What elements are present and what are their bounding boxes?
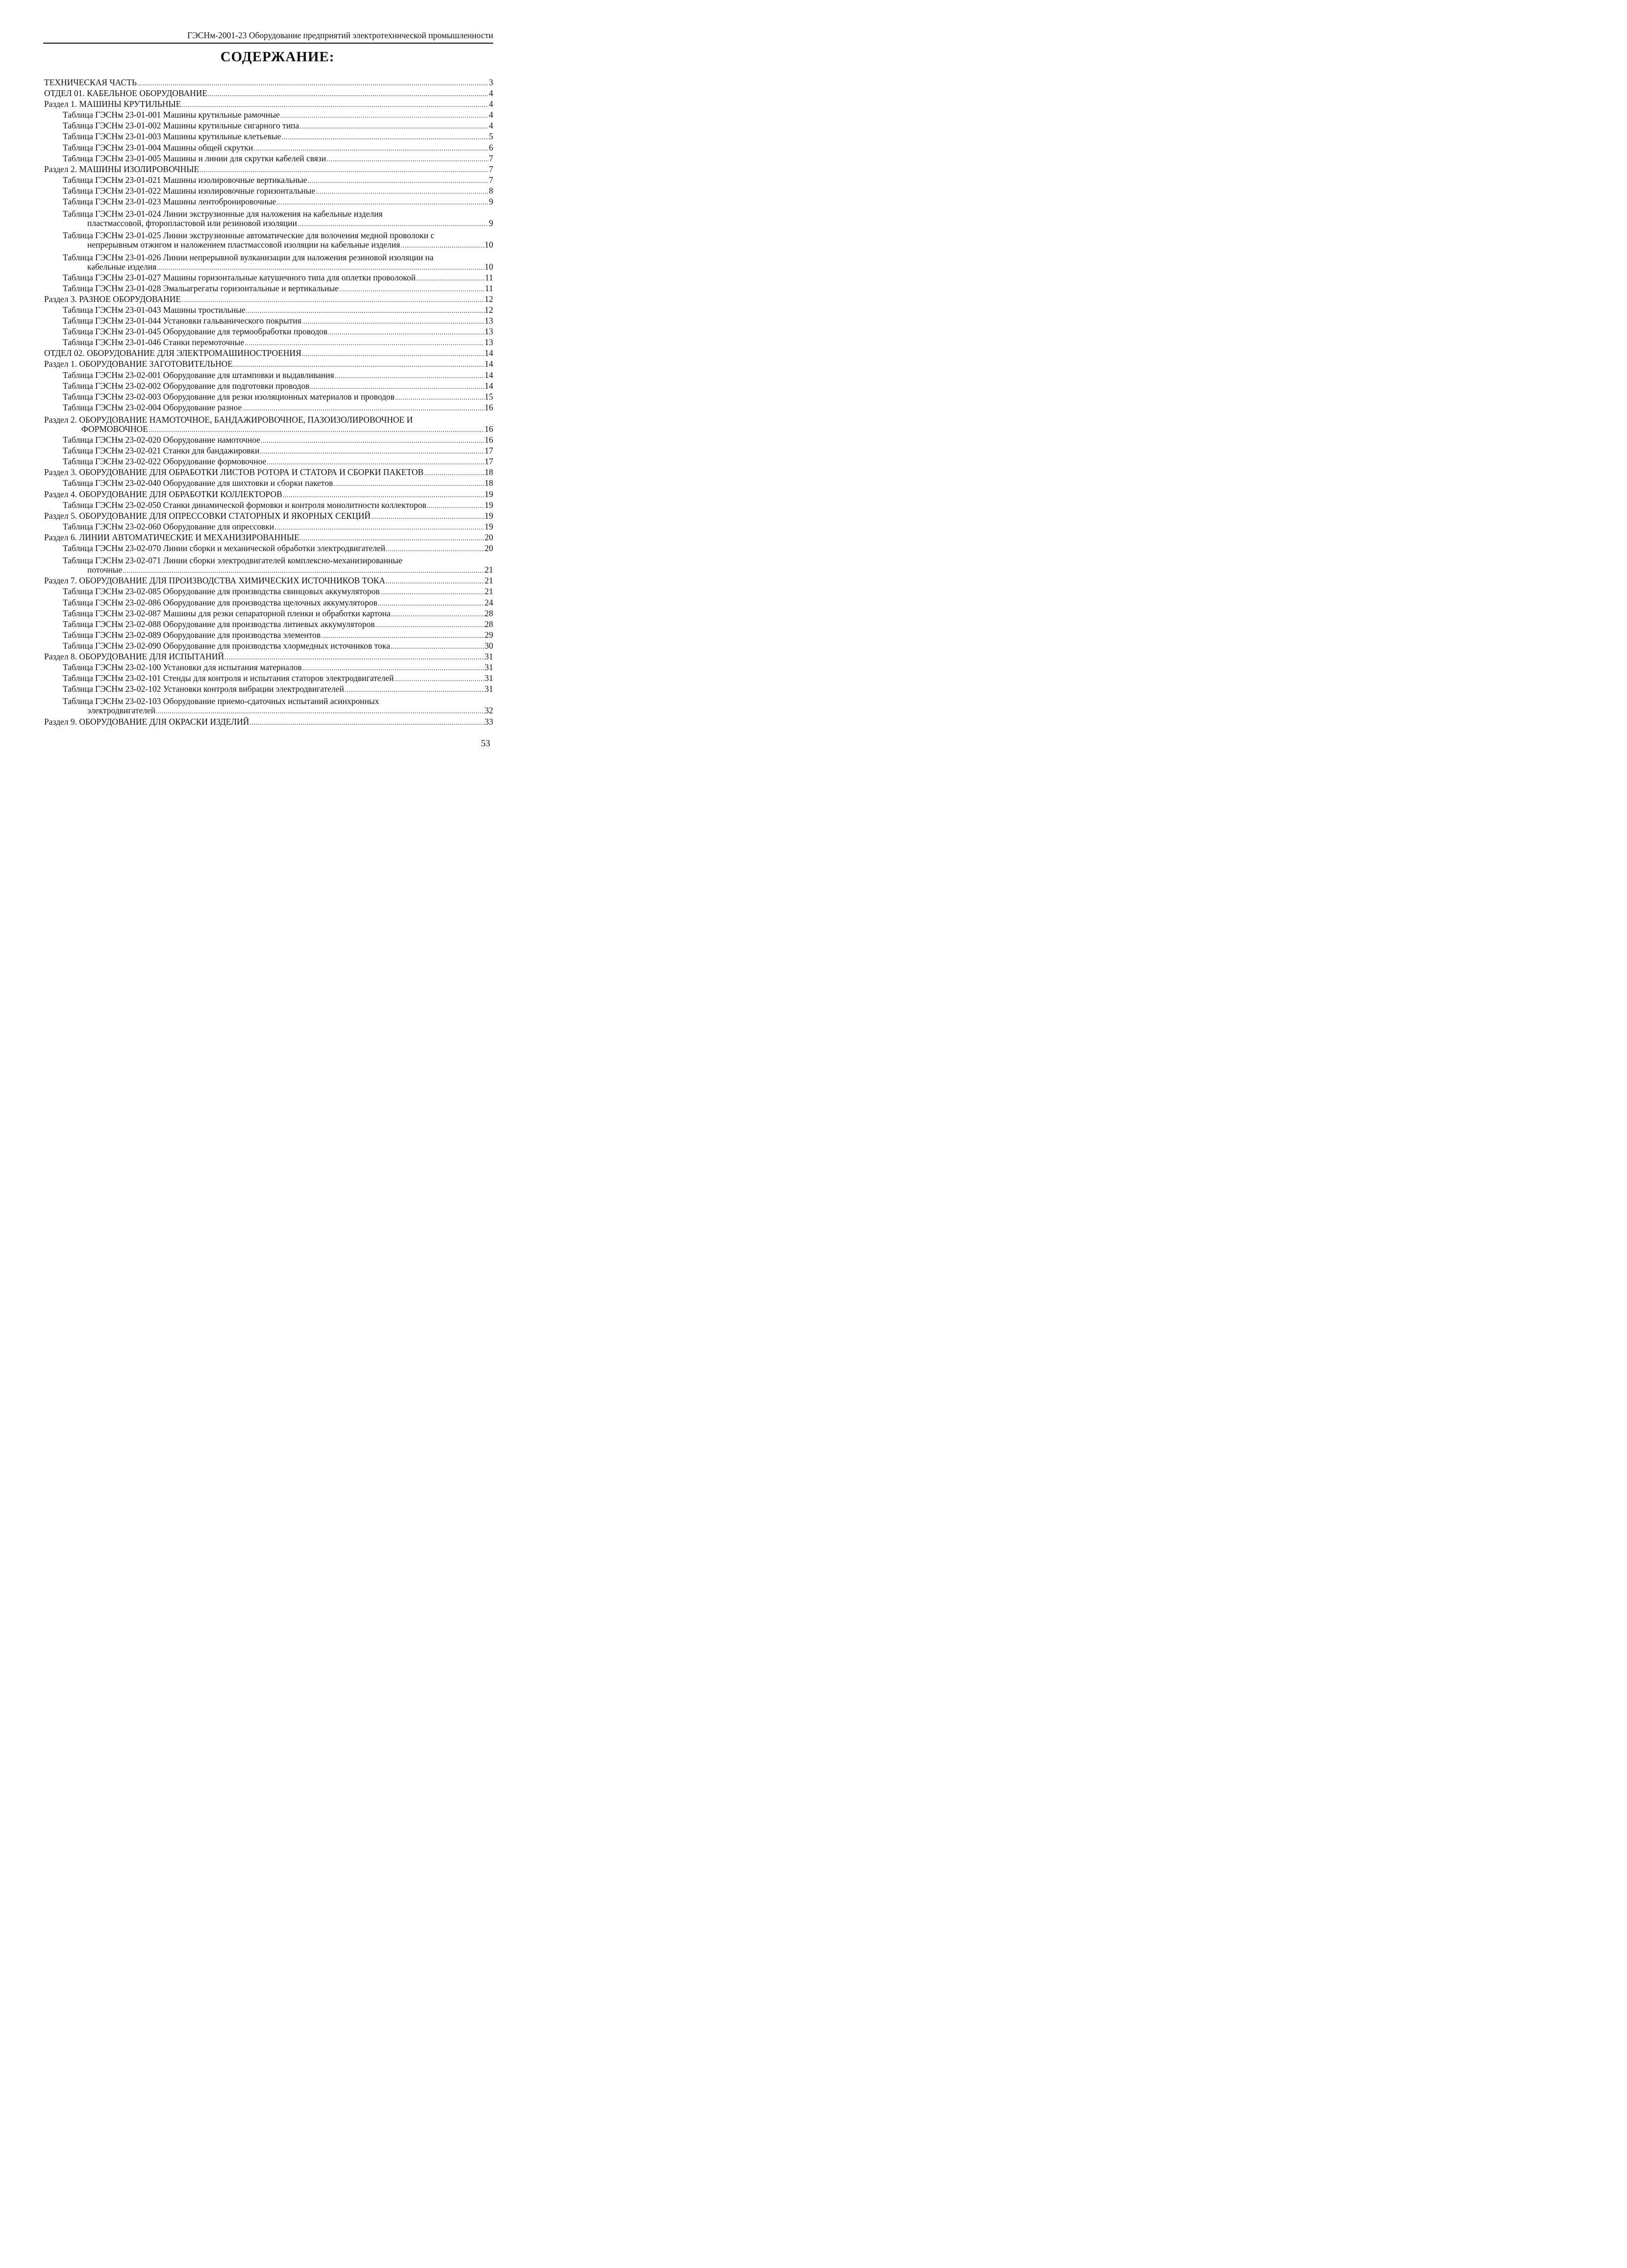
toc-entry-page: 32	[484, 706, 493, 716]
toc-entry-title: Таблица ГЭСНм 23-01-002 Машины крутильные сигарного типа	[63, 121, 300, 131]
toc-entry-page: 31	[484, 651, 493, 661]
toc-entry-page: 29	[484, 630, 493, 640]
toc-entry-title: Таблица ГЭСНм 23-01-004 Машины общей скрутки	[63, 142, 253, 152]
toc-entry-title: Таблица ГЭСНм 23-02-004 Оборудование разное	[63, 402, 242, 412]
dot-leader	[250, 718, 484, 729]
toc-entry-page: 21	[484, 576, 493, 586]
toc-entry-title: ОТДЕЛ 01. КАБЕЛЬНОЕ ОБОРУДОВАНИЕ	[44, 88, 208, 99]
toc-entry-title: Таблица ГЭСНм 23-02-101 Стенды для контроля и испытания статоров электродвигателей	[63, 673, 394, 683]
toc-entry[interactable]	[0, 414, 555, 436]
toc-entry-title-line: Таблица ГЭСНм 23-01-026 Линии непрерывной вулканизации для наложения резиновой изоляции на	[63, 252, 434, 262]
toc-entry-line	[63, 196, 493, 208]
toc-entry-title: Таблица ГЭСНм 23-02-001 Оборудование для штамповки и выдавливания	[63, 370, 334, 380]
toc-entry-title: ТЕХНИЧЕСКАЯ ЧАСТЬ	[44, 77, 137, 87]
toc-entry-line	[63, 402, 493, 414]
toc-entry-line	[63, 543, 493, 555]
toc-entry[interactable]	[0, 685, 555, 696]
toc-entry-title: ОТДЕЛ 02. ОБОРУДОВАНИЕ ДЛЯ ЭЛЕКТРОМАШИНОСТРОЕНИЯ	[44, 348, 301, 358]
toc-entry-title: Таблица ГЭСНм 23-01-044 Установки гальванического покрытия	[63, 316, 301, 326]
toc-entry-page: 13	[484, 337, 493, 348]
toc-entry-title: кабельные изделия	[87, 261, 157, 272]
toc-entry-page: 11	[485, 272, 493, 282]
toc-entry-page: 31	[484, 673, 493, 683]
toc-entry[interactable]	[0, 555, 555, 577]
toc-entry-title: Раздел 2. МАШИНЫ ИЗОЛИРОВОЧНЫЕ	[44, 164, 200, 174]
toc-entry-title: Таблица ГЭСНм 23-02-100 Установки для испытания материалов	[63, 662, 302, 673]
toc-entry-page: 16	[484, 424, 493, 434]
toc-entry-title: Таблица ГЭСНм 23-01-028 Эмальагрегаты горизонтальные и вертикальные	[63, 283, 339, 293]
toc-entry-title: Раздел 1. МАШИНЫ КРУТИЛЬНЫЕ	[44, 99, 181, 109]
toc-entry-page: 31	[484, 662, 493, 673]
toc-entry-title: поточные	[87, 565, 123, 575]
toc-entry-page: 14	[484, 348, 493, 358]
toc-entry-page: 21	[484, 565, 493, 575]
toc-entry-page: 12	[484, 304, 493, 315]
toc-entry-title: Таблица ГЭСНм 23-02-085 Оборудование для производства свинцовых аккумуляторов	[63, 586, 380, 597]
toc-entry-page: 28	[484, 619, 493, 629]
toc-entry[interactable]	[0, 208, 555, 230]
toc-entry-title: Таблица ГЭСНм 23-01-003 Машины крутильные клетьевые	[63, 131, 281, 142]
toc-entry-page: 28	[484, 608, 493, 618]
toc-entry-page: 21	[484, 586, 493, 597]
toc-entry-title: Таблица ГЭСНм 23-01-045 Оборудование для термообработки проводов	[63, 327, 328, 337]
toc-entry-page: 10	[484, 261, 493, 272]
toc-entry-page: 19	[484, 510, 493, 521]
toc-entry-page: 7	[489, 164, 493, 174]
toc-entry-page: 24	[484, 597, 493, 607]
toc-entry-page: 30	[484, 640, 493, 651]
toc-entry-page: 9	[489, 197, 493, 207]
toc-entry-page: 31	[484, 684, 493, 694]
toc-entry-title: Таблица ГЭСНм 23-02-090 Оборудование для производства хлормедных источников тока	[63, 640, 390, 651]
toc-entry-page: 11	[485, 283, 493, 293]
toc-entry-title-line: Раздел 2. ОБОРУДОВАНИЕ НАМОТОЧНОЕ, БАНДАЖИРОВОЧНОЕ, ПАЗОИЗОЛИРОВОЧНОЕ И	[44, 414, 413, 425]
toc-entry-page: 7	[489, 175, 493, 185]
toc-entry-title: Таблица ГЭСНм 23-02-070 Линии сборки и механической обработки электродвигателей	[63, 543, 385, 554]
toc-entry-page: 19	[484, 500, 493, 510]
toc-entry-title: Таблица ГЭСНм 23-02-089 Оборудование для производства элементов	[63, 630, 321, 640]
toc-entry-title: Раздел 3. ОБОРУДОВАНИЕ ДЛЯ ОБРАБОТКИ ЛИСТОВ РОТОРА И СТАТОРА И СБОРКИ ПАКЕТОВ	[44, 467, 424, 478]
toc-entry-title: Таблица ГЭСНм 23-01-021 Машины изолировочные вертикальные	[63, 175, 307, 185]
toc-entry-title: Таблица ГЭСНм 23-01-043 Машины тростильные	[63, 304, 246, 315]
toc-entry[interactable]	[0, 198, 555, 208]
toc-entry-title-line: Таблица ГЭСНм 23-02-071 Линии сборки электродвигателей комплексно-механизированные	[63, 555, 402, 566]
header-rule	[43, 43, 493, 44]
toc-entry-title: Таблица ГЭСНм 23-02-087 Машины для резки сепараторной пленки и обработки картона	[63, 608, 391, 618]
toc-entry[interactable]	[0, 544, 555, 555]
toc-entry-page: 16	[484, 435, 493, 445]
toc-entry-page: 16	[484, 402, 493, 412]
table-of-contents	[0, 78, 555, 729]
toc-entry-page: 14	[484, 380, 493, 391]
toc-entry-page: 17	[484, 446, 493, 456]
toc-entry-title: Таблица ГЭСНм 23-01-005 Машины и линии для скрутки кабелей связи	[63, 153, 326, 163]
toc-entry-page: 19	[484, 521, 493, 531]
toc-entry-title: Таблица ГЭСНм 23-02-102 Установки контроля вибрации электродвигателей	[63, 684, 344, 694]
toc-entry-title: Таблица ГЭСНм 23-02-088 Оборудование для производства литиевых аккумуляторов	[63, 619, 375, 629]
toc-entry-page: 14	[484, 359, 493, 369]
toc-entry-title: Раздел 7. ОБОРУДОВАНИЕ ДЛЯ ПРОИЗВОДСТВА ХИМИЧЕСКИХ ИСТОЧНИКОВ ТОКА	[44, 576, 385, 586]
toc-entry-title: Раздел 5. ОБОРУДОВАНИЕ ДЛЯ ОПРЕССОВКИ СТАТОРНЫХ И ЯКОРНЫХ СЕКЦИЙ	[44, 510, 371, 521]
toc-entry-page: 14	[484, 370, 493, 380]
toc-entry-page: 3	[489, 77, 493, 87]
toc-entry-title: электродвигателей	[87, 706, 156, 716]
toc-entry-page: 4	[489, 99, 493, 109]
toc-entry-line	[87, 239, 493, 252]
toc-entry-title: Раздел 9. ОБОРУДОВАНИЕ ДЛЯ ОКРАСКИ ИЗДЕЛИЙ	[44, 716, 250, 727]
toc-entry-title: непрерывным отжигом и наложением пластмассовой изоляции на кабельные изделия	[87, 240, 400, 250]
page-title: СОДЕРЖАНИЕ:	[220, 49, 335, 65]
toc-entry-title: Таблица ГЭСНм 23-02-021 Станки для бандажировки	[63, 446, 260, 456]
toc-entry-title: Таблица ГЭСНм 23-02-003 Оборудование для резки изоляционных материалов и проводов	[63, 391, 395, 402]
toc-entry-page: 6	[489, 142, 493, 152]
toc-entry-title: Таблица ГЭСНм 23-02-022 Оборудование формовочное	[63, 456, 267, 467]
toc-entry-title: Раздел 8. ОБОРУДОВАНИЕ ДЛЯ ИСПЫТАНИЙ	[44, 651, 225, 661]
toc-entry-title: Раздел 3. РАЗНОЕ ОБОРУДОВАНИЕ	[44, 294, 181, 304]
toc-entry-title: Раздел 4. ОБОРУДОВАНИЕ ДЛЯ ОБРАБОТКИ КОЛЛЕКТОРОВ	[44, 489, 282, 499]
running-header: ГЭСНм-2001-23 Оборудование предприятий электротехнической промышленности	[187, 30, 493, 40]
toc-entry-title: Таблица ГЭСНм 23-02-020 Оборудование намоточное	[63, 435, 260, 445]
toc-entry[interactable]	[0, 252, 555, 274]
toc-entry-line	[87, 218, 493, 230]
toc-entry-page: 18	[484, 467, 493, 478]
toc-entry-page: 4	[489, 110, 493, 120]
dot-leader	[400, 241, 484, 252]
toc-entry-title: пластмассовой, фторопластовой или резиновой изоляции	[87, 218, 297, 228]
toc-entry-title-line: Таблица ГЭСНм 23-01-025 Линии экструзионные автоматические для волочения медной проволоки с	[63, 230, 435, 241]
toc-entry-title: Таблица ГЭСНм 23-01-022 Машины изолировочные горизонтальные	[63, 185, 316, 196]
toc-entry-title: Раздел 1. ОБОРУДОВАНИЕ ЗАГОТОВИТЕЛЬНОЕ	[44, 359, 233, 369]
toc-entry[interactable]	[0, 230, 555, 252]
toc-entry-page: 13	[484, 327, 493, 337]
toc-entry-page: 20	[484, 532, 493, 542]
toc-entry-title: Таблица ГЭСНм 23-02-050 Станки динамической формовки и контроля монолитности коллекторов	[63, 500, 426, 510]
toc-entry-title: Таблица ГЭСНм 23-01-001 Машины крутильные рамочные	[63, 110, 280, 120]
toc-entry-line	[44, 716, 493, 729]
toc-entry-title: Таблица ГЭСНм 23-02-040 Оборудование для шихтовки и сборки пакетов	[63, 478, 333, 488]
toc-entry-page: 33	[484, 716, 493, 727]
toc-entry-title: ФОРМОВОЧНОЕ	[81, 424, 148, 434]
toc-entry-page: 12	[484, 294, 493, 304]
dot-leader	[386, 544, 484, 555]
toc-entry-page: 7	[489, 153, 493, 163]
toc-entry-title: Таблица ГЭСНм 23-02-060 Оборудование для опрессовки	[63, 521, 275, 531]
toc-entry-title: Таблица ГЭСНм 23-01-046 Станки перемоточные	[63, 337, 245, 348]
toc-entry[interactable]	[0, 718, 555, 729]
toc-entry-page: 18	[484, 478, 493, 488]
toc-entry-title: Таблица ГЭСНм 23-02-086 Оборудование для производства щелочных аккумуляторов	[63, 597, 377, 607]
toc-entry-page: 13	[484, 316, 493, 326]
page-number: 53	[481, 738, 490, 749]
toc-entry-title: Таблица ГЭСНм 23-01-027 Машины горизонтальные катушечного типа для оплетки проволокой	[63, 272, 416, 282]
toc-entry-page: 20	[484, 543, 493, 554]
toc-entry-title: Таблица ГЭСНм 23-02-002 Оборудование для подготовки проводов	[63, 380, 310, 391]
dot-leader	[276, 198, 488, 208]
dot-leader	[242, 403, 484, 414]
toc-entry-page: 4	[489, 121, 493, 131]
toc-entry-line	[63, 683, 493, 696]
toc-entry-page: 4	[489, 88, 493, 99]
toc-entry-page: 8	[489, 185, 493, 196]
toc-entry-page: 5	[489, 131, 493, 142]
dot-leader	[298, 219, 488, 230]
toc-entry-page: 10	[484, 240, 493, 250]
toc-entry-page: 9	[489, 218, 493, 228]
toc-entry-title: Раздел 6. ЛИНИИ АВТОМАТИЧЕСКИЕ И МЕХАНИЗИРОВАННЫЕ	[44, 532, 300, 542]
toc-entry-page: 15	[484, 391, 493, 402]
toc-entry-title: Таблица ГЭСНм 23-01-023 Машины лентобронировочные	[63, 197, 276, 207]
toc-entry[interactable]	[0, 403, 555, 414]
toc-entry-page: 19	[484, 489, 493, 499]
toc-entry-page: 17	[484, 456, 493, 467]
dot-leader	[345, 685, 484, 696]
toc-entry-title-line: Таблица ГЭСНм 23-01-024 Линии экструзионные для наложения на кабельные изделия	[63, 209, 383, 219]
toc-entry[interactable]	[0, 696, 555, 717]
toc-entry-title-line: Таблица ГЭСНм 23-02-103 Оборудование приемо-сдаточных испытаний асинхронных	[63, 696, 379, 706]
